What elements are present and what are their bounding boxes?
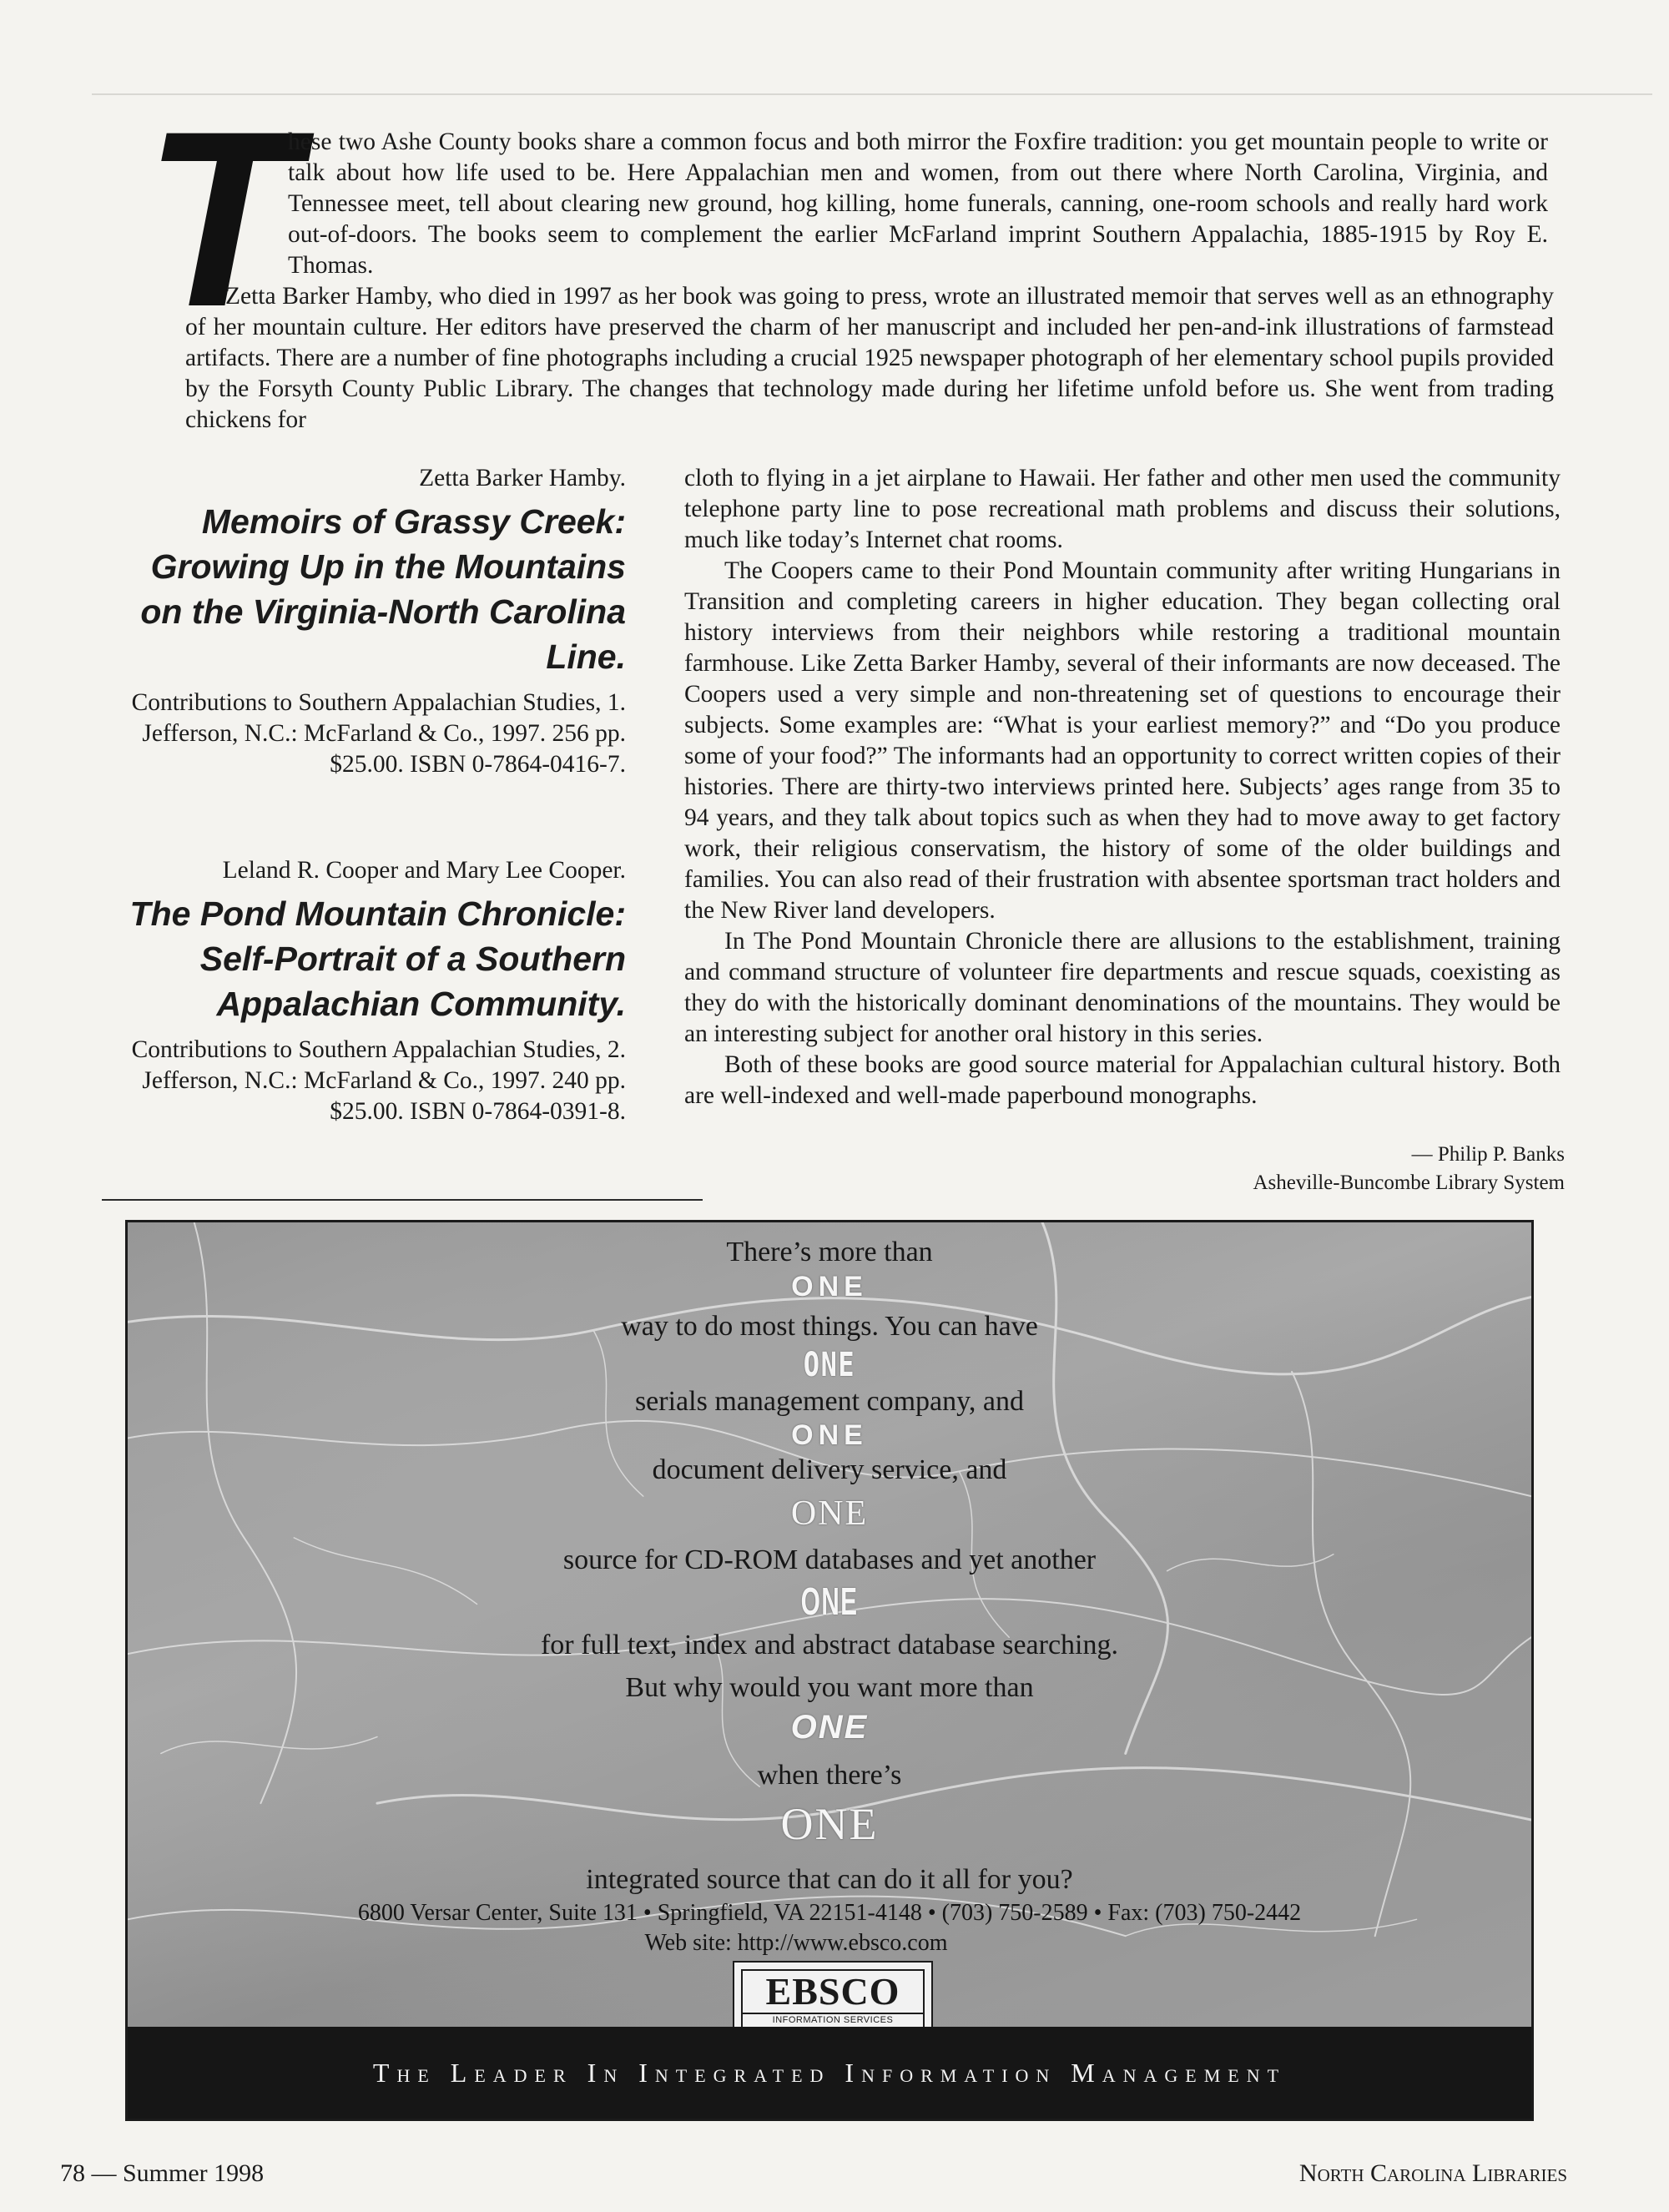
ad-one-5: ONE — [800, 1580, 859, 1623]
ad-address: 6800 Versar Center, Suite 131 • Springfield, VA 22151-4148 • (703) 750-2589 • Fax: (703) 750-2442 — [357, 1900, 1302, 1926]
ebsco-logo-name: EBSCO — [765, 1970, 900, 2013]
review1-title: Memoirs of Grassy Creek: Growing Up in the Mountains on the Virginia-North Carolina Line. — [140, 502, 626, 676]
ad-line-8: when there’s — [757, 1760, 902, 1791]
ad-line-6: for full text, index and abstract database searching. — [540, 1630, 1118, 1660]
footer-publication: North Carolina Libraries — [1298, 2159, 1567, 2187]
signature-affiliation: Asheville-Buncombe Library System — [1253, 1172, 1565, 1194]
ebsco-logo-frame — [741, 1969, 925, 2036]
paragraph-coopers: The Coopers came to their Pond Mountain community after writing Hungarians in Transition and completing careers in higher education. They began collecting oral history interviews from their neighbors while restoring a traditional mountain farmhouse. Like Zetta Barker Hamby, several of their informants are now deceased. The Coopers used a very simple and non-threatening set of questions to encourage their subjects. Some examples are: “What is your earliest memory?” and “Do you produce some of your food?” The informants had an opportunity to correct written copies of their histories. There are thirty-two interviews printed here. Subjects’ ages range from 35 to 94 years, and they talk about topics such as when they had to move away to get factory work, their religious conservatism, the history of some of the older buildings and families. You can also read of their frustration with absentee sportsman tract holders and the New River land developers. — [684, 557, 1561, 924]
intro-block — [288, 127, 1548, 281]
right-column — [684, 463, 1561, 1111]
paragraph-continued: cloth to flying in a jet airplane to Hawaii. Her father and other men used the community telephone party line to pose recreational math problems and discuss their solutions, much like today’s Internet chat rooms. — [684, 465, 1561, 553]
signature — [1253, 1141, 1565, 1197]
review2-title: The Pond Mountain Chronicle: Self-Portrait of a Southern Appalachian Community. — [129, 894, 626, 1023]
review-sidebar-1 — [100, 463, 626, 780]
ebsco-advertisement — [125, 1220, 1534, 2121]
ad-one-2: ONE — [803, 1346, 856, 1384]
ad-website[interactable]: Web site: http://www.ebsco.com — [644, 1930, 948, 1956]
ad-one-6: ONE — [790, 1709, 869, 1746]
ad-line-4: document delivery service, and — [652, 1454, 1007, 1485]
top-rule — [92, 93, 1652, 95]
ad-line-7: But why would you want more than — [625, 1672, 1034, 1703]
ad-line-3: serials management company, and — [634, 1386, 1025, 1417]
signature-name: — Philip P. Banks — [1411, 1143, 1565, 1166]
ad-one-4: ONE — [790, 1494, 869, 1533]
review-sidebar-2 — [100, 855, 626, 1127]
review1-author: Zetta Barker Hamby. — [419, 465, 626, 491]
intro-paragraph: hese two Ashe County books share a common focus and both mirror the Foxfire tradition: you get mountain people to write or talk about how life used to be. Here Appalachian men and women, from out there where North Carolina, Virginia, and Tennessee meet, tell about clearing new ground, hog killing, home funerals, canning, one-room schools and really hard work out-of-doors. The books seem to complement the earlier McFarland imprint Southern Appalachia, 1885-1915 by Roy E. Thomas. — [288, 128, 1548, 279]
review2-author: Leland R. Cooper and Mary Lee Cooper. — [222, 857, 626, 884]
section-rule — [102, 1199, 703, 1201]
footer-page-info: 78 — Summer 1998 — [60, 2159, 265, 2187]
review1-publication: Contributions to Southern Appalachian Studies, 1. Jefferson, N.C.: McFarland & Co., 1997. 256 pp. $25.00. ISBN 0-7864-0416-7. — [131, 689, 626, 778]
ad-line-5: source for CD-ROM databases and yet another — [562, 1544, 1097, 1575]
ad-tagline-banner: The Leader In Integrated Information Management — [128, 2027, 1531, 2119]
hamby-paragraph: Zetta Barker Hamby, who died in 1997 as her book was going to press, wrote an illustrated memoir that serves well as an ethnography of her mountain culture. Her editors have preserved the charm of her manuscript and included her pen-and-ink illustrations of farmstead artifacts. There are a number of fine photographs including a crucial 1925 newspaper photograph of her elementary school pupils provided by the Forsyth County Public Library. The changes that technology made during her lifetime unfold before us. She went from trading chickens for — [185, 283, 1554, 433]
ebsco-logo-subtitle: INFORMATION SERVICES — [743, 2013, 923, 2026]
paragraph-chronicle: In The Pond Mountain Chronicle there are allusions to the establishment, training and command structure of volunteer fire departments and rescue squads, coexisting as they do with the historically dominant denominations of the mountains. They would be an interesting subject for another oral history in this series. — [684, 928, 1561, 1047]
paragraph-conclusion: Both of these books are good source material for Appalachian cultural history. Both are well-indexed and well-made paperbound monographs. — [684, 1051, 1561, 1109]
ad-one-1: ONE — [791, 1271, 868, 1303]
ad-one-3: ONE — [791, 1419, 868, 1451]
ad-line-2: way to do most things. You can have — [621, 1311, 1038, 1342]
hamby-block — [185, 281, 1554, 436]
review2-publication: Contributions to Southern Appalachian Studies, 2. Jefferson, N.C.: McFarland & Co., 1997. 240 pp. $25.00. ISBN 0-7864-0391-8. — [131, 1036, 626, 1125]
drop-cap: T — [144, 78, 297, 359]
ad-line-1: There’s more than — [726, 1237, 933, 1267]
ad-line-9: integrated source that can do it all for you? — [586, 1864, 1073, 1895]
ad-one-7: ONE — [780, 1799, 879, 1849]
